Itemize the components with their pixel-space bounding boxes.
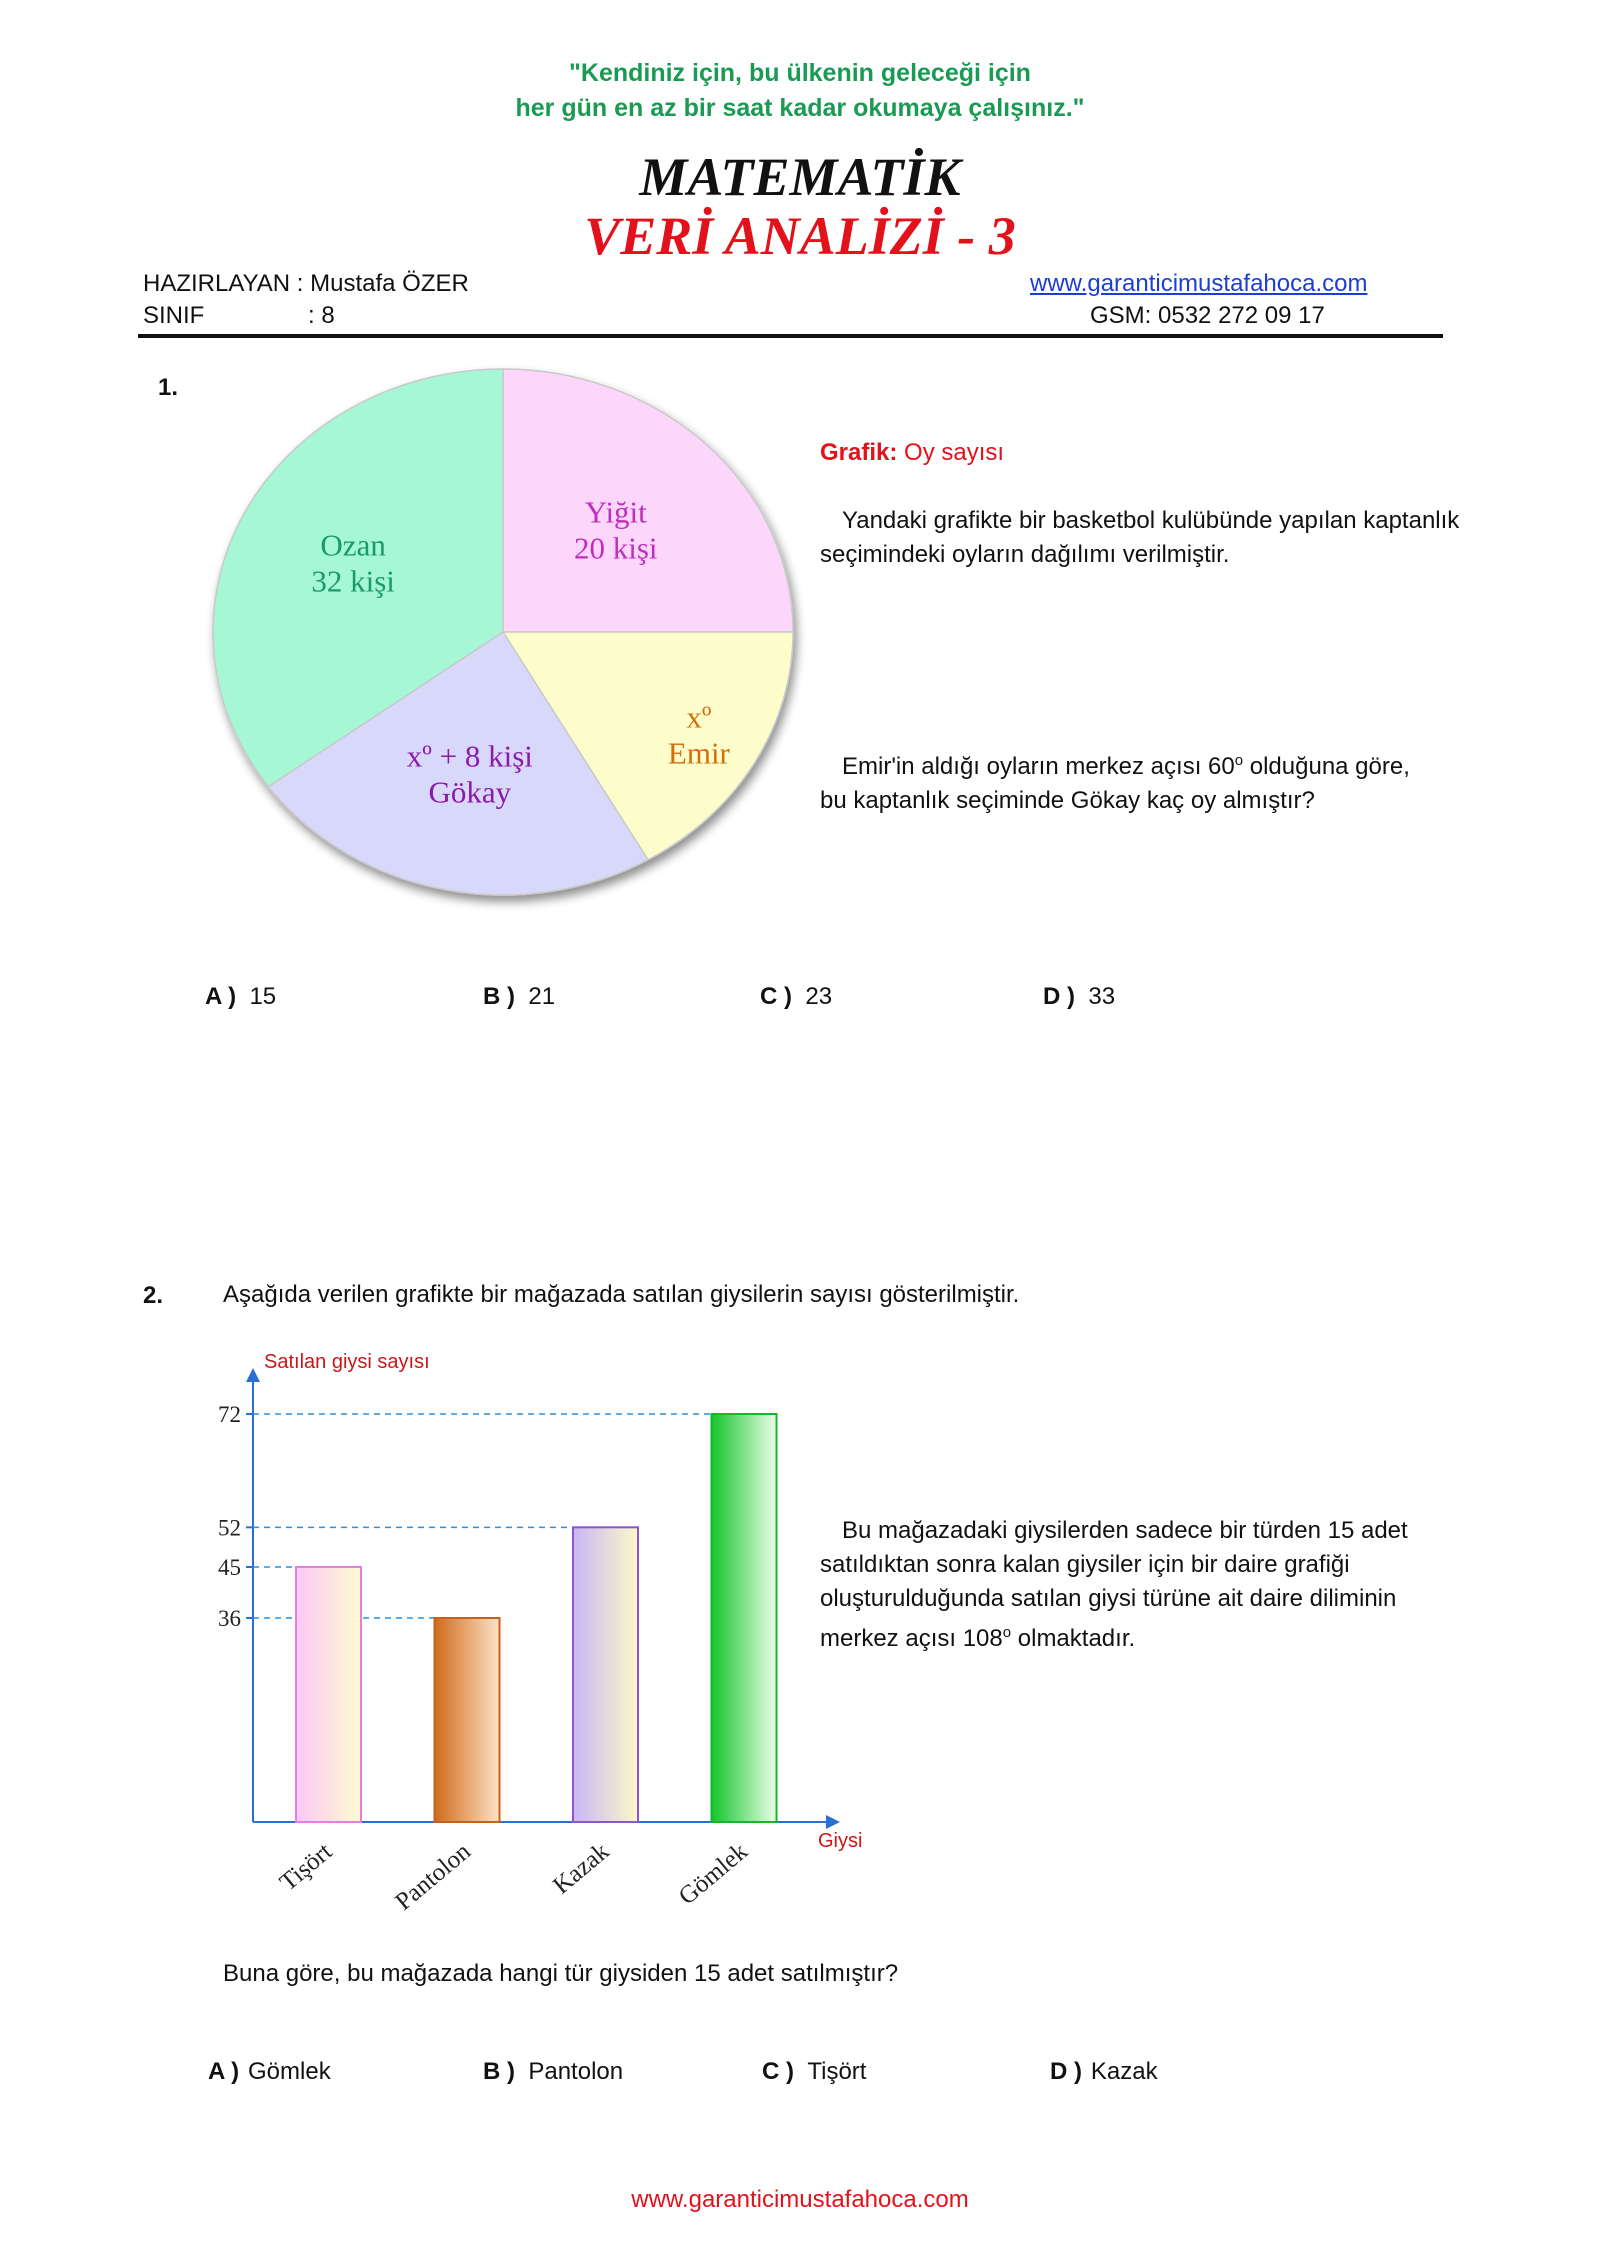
class-label: SINIF: [143, 302, 205, 329]
q2-option-a[interactable]: A ) Gömlek: [208, 2058, 331, 2085]
q2-option-c[interactable]: C ) Tişört: [762, 2058, 867, 2085]
pie-slice-label-4: 32 kişi: [311, 563, 395, 599]
chart-caption: [820, 436, 1004, 470]
pie-slice-1: [503, 369, 793, 632]
page-title: MATEMATİK: [639, 147, 961, 207]
bar-tişört: [296, 1567, 361, 1822]
category-label: Pantolon: [390, 1837, 476, 1916]
q1-option-d[interactable]: D ) 33: [1043, 983, 1116, 1010]
x-axis-arrow: [826, 1815, 840, 1829]
pie-slice-label-1: Yiğit: [584, 494, 647, 530]
class-value: : 8: [308, 302, 335, 329]
question-1-intro: Yandaki grafikte bir basketbol kulübünde yapılan kaptanlık seçimindeki oyların dağılımı verilmiştir.: [820, 507, 1460, 568]
y-axis-label: Satılan giysi sayısı: [264, 1351, 430, 1373]
pie-slice-label-2: Emir: [667, 735, 730, 771]
pie-slice-label-2: xº: [686, 699, 712, 735]
question-2-prompt: Buna göre, bu mağazada hangi tür giysiden 15 adet satılmıştır?: [223, 1960, 899, 1987]
motto-line-2: her gün en az bir saat kadar okumaya çalışınız.": [515, 94, 1085, 122]
pie-slice-label-4: Ozan: [320, 527, 386, 563]
gsm-number: GSM: 0532 272 09 17: [1090, 302, 1325, 329]
pie-slice-label-3: xº + 8 kişi: [406, 738, 533, 774]
y-tick-label: 45: [218, 1555, 241, 1580]
question-1-number: 1.: [158, 374, 179, 401]
bar-gömlek: [712, 1414, 777, 1822]
q1-option-b[interactable]: B ) 21: [483, 983, 556, 1010]
question-2-intro: Aşağıda verilen grafikte bir mağazada satılan giysilerin sayısı gösterilmiştir.: [223, 1281, 1020, 1308]
motto-line-1: "Kendiniz için, bu ülkenin geleceği için: [569, 59, 1031, 87]
page-subtitle: VERİ ANALİZİ - 3: [584, 206, 1016, 266]
category-label: Tişört: [274, 1837, 338, 1897]
q2-option-d[interactable]: D ) Kazak: [1050, 2058, 1158, 2085]
q1-option-a[interactable]: A ) 15: [205, 983, 277, 1010]
author-label: HAZIRLAYAN : Mustafa ÖZER: [143, 270, 469, 297]
y-axis-arrow: [246, 1368, 260, 1382]
y-tick-label: 72: [218, 1402, 241, 1427]
question-2-number: 2.: [143, 1282, 164, 1309]
category-label: Kazak: [548, 1837, 615, 1900]
y-tick-label: 52: [218, 1515, 241, 1541]
header-website-link[interactable]: www.garanticimustafahoca.com: [1030, 270, 1368, 297]
bar-chart: [180, 1340, 900, 1920]
q2-option-b[interactable]: B ) Pantolon: [483, 2058, 624, 2085]
footer-website-link[interactable]: www.garanticimustafahoca.com: [631, 2186, 969, 2213]
chart-caption-value: Oy sayısı: [897, 439, 1005, 466]
category-label: Gömlek: [673, 1837, 753, 1911]
chart-caption-label: Grafik:: [820, 439, 898, 466]
x-axis-label: Giysi: [818, 1830, 863, 1852]
pie-slice-label-3: Gökay: [428, 774, 512, 810]
y-tick-label: 36: [218, 1606, 241, 1631]
header-divider: [138, 334, 1443, 338]
pie-chart: [200, 355, 820, 920]
question-1-text: Emir'in aldığı oyların merkez açısı 60$^o$ olduğuna göre, bu kaptanlık seçiminde Gökay kaç oy almıştır?: [820, 752, 1410, 814]
q1-option-c[interactable]: C ) 23: [760, 983, 833, 1010]
bar-kazak: [573, 1527, 638, 1822]
question-2-text: Bu mağazadaki giysilerden sadece bir türden 15 adet satıldıktan sonra kalan giysiler için bir daire grafiği oluşturulduğunda satılan giysi türüne ait daire diliminin merkez açısı 108$^o$ olmaktadır.: [820, 1517, 1408, 1652]
bar-pantolon: [435, 1618, 500, 1822]
pie-slice-label-1: 20 kişi: [574, 530, 658, 566]
